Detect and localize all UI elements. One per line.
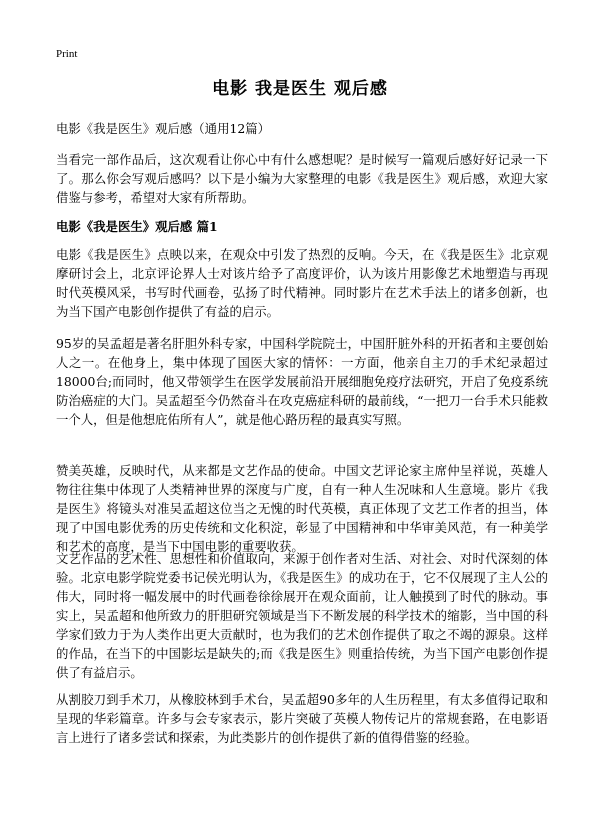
body-paragraph-2: 95岁的吴孟超是著名肝胆外科专家，中国科学院院士，中国肝脏外科的开拓者和主要创始人之一。在他身上，集中体现了国医大家的情怀：一方面，他亲自主刀的手术纪录超过18000台;而同时，他又带领学生在医学发展前沿开展细胞免疫疗法研究，开启了免疫系统防治癌症的大门。吴孟超至今仍然奋斗在攻克癌症科研的最前线，“一把刀一台手术只能救一个人，但是他想庇佑所有人”，就是他心路历程的最真实写照。 bbox=[56, 336, 548, 427]
section-heading: 电影《我是医生》观后感 篇1 bbox=[56, 219, 218, 234]
document-title: 电影 我是医生 观后感 bbox=[212, 79, 388, 99]
body-paragraph-4: 文艺作品的艺术性、思想性和价值取向，来源于创作者对生活、对社会、对时代深刻的体验。北京电影学院党委书记侯光明认为，《我是医生》的成功在于，它不仅展现了主人公的伟大，同时将一幅发展中的时代画卷徐徐展开在观众面前，让人触摸到了时代的脉动。事实上，吴孟超和他所致力的肝胆研究领域是当下不断发展的科学技术的缩影，当中国的科学家们致力于为人类作出更大贡献时，也为我们的艺术创作提供了取之不竭的源泉。这样的作品，在当下的中国影坛是缺失的;而《我是医生》则重拾传统，为当下国产电影创作提供了有益启示。 bbox=[56, 551, 548, 680]
intro-paragraph: 当看完一部作品后，这次观看让你心中有什么感想呢？是时候写一篇观后感好好记录一下了。那么你会写观后感吗？以下是小编为大家整理的电影《我是医生》观后感，欢迎大家借鉴与参考，希望对大家有所帮助。 bbox=[56, 152, 548, 205]
body-paragraph-5: 从割胶刀到手术刀，从橡胶林到手术台，吴孟超90多年的人生历程里，有太多值得记取和呈现的华彩篇章。许多与会专家表示，影片突破了英模人物传记片的常规套路，在电影语言上进行了诸多尝试和探索，为此类影片的创作提供了新的值得借鉴的经验。 bbox=[56, 692, 548, 745]
print-label: Print bbox=[56, 48, 78, 60]
body-paragraph-1: 电影《我是医生》点映以来，在观众中引发了热烈的反响。今天，在《我是医生》北京观摩研讨会上，北京评论界人士对该片给予了高度评价，认为该片用影像艺术地塑造与再现时代英模风采，书写时代画卷，弘扬了时代精神。同时影片在艺术手法上的诸多创新，也为当下国产电影创作提供了有益的启示。 bbox=[56, 247, 548, 319]
body-paragraph-3: 赞美英雄，反映时代，从来都是文艺作品的使命。中国文艺评论家主席仲呈祥说，英雄人物往往集中体现了人类精神世界的深度与广度，自有一种人生况味和人生意境。影片《我是医生》将镜头对准吴孟超这位当之无愧的时代英模，真正体现了文艺工作者的担当，体现了中国电影优秀的历史传统和文化积淀，彰显了中国精神和中华审美风范，有一种美学和艺术的高度，是当下中国电影的重要收获。 bbox=[56, 463, 548, 554]
document-subtitle: 电影《我是医生》观后感（通用12篇） bbox=[56, 121, 271, 136]
